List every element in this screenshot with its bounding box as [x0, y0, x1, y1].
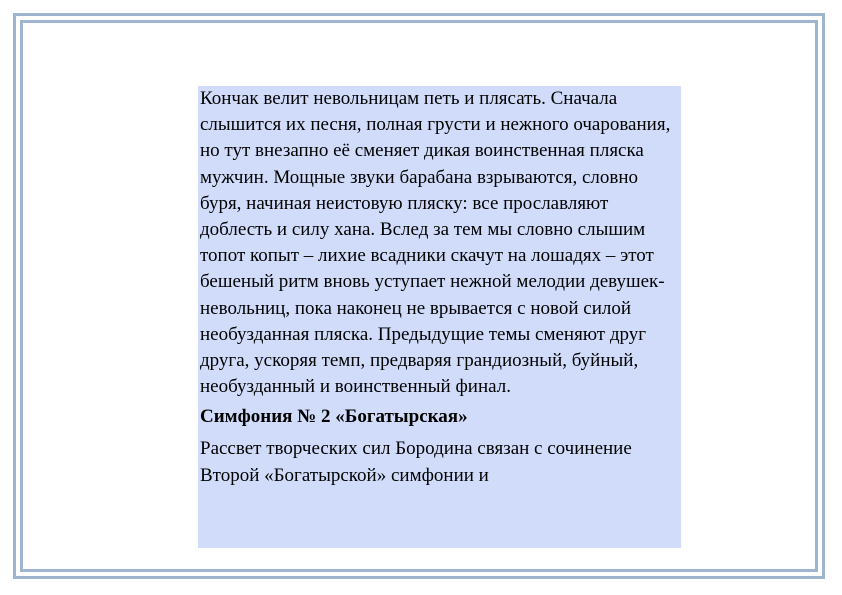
- text-block: [198, 86, 681, 548]
- paragraph-symphony-intro: Рассвет творческих сил Бородина связан с сочинение Второй «Богатырской» симфонии и: [200, 438, 632, 486]
- section-heading-symphony-2: Симфония № 2 «Богатырская»: [200, 406, 468, 428]
- paragraph-konchak-dance: Кончак велит невольницам петь и плясать. Сначала слышится их песня, полная грусти и нежного очарования, но тут внезапно её сменяет дикая воинственная пляска мужчин. Мощные звуки барабана взрываются, словно буря, начиная неистовую пляску: все прославляют доблесть и силу хана. Вслед за тем мы словно слышим топот копыт – лихие всадники скачут на лошадях – этот бешеный ритм вновь уступает нежной мелодии девушек-невольниц, пока наконец не врывается с новой силой необузданная пляска. Предыдущие темы сменяют друг друга, ускоряя темп, предваряя грандиозный, буйный, необузданный и воинственный финал.: [200, 88, 671, 398]
